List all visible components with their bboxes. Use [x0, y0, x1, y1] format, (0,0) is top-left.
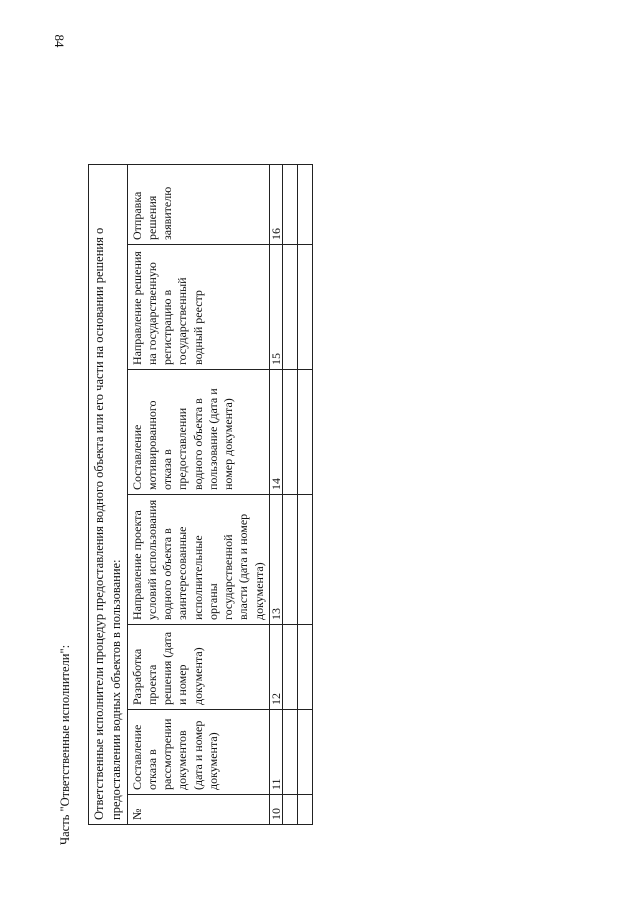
empty-cell	[297, 245, 312, 370]
table-caption: Ответственные исполнители процедур предоставления водного объекта или его части на основании решения о предоставлении водных объектов в пользование:	[89, 164, 128, 824]
part-title: Часть "Ответственные исполнители":	[58, 644, 72, 845]
empty-cell	[282, 795, 297, 825]
column-number: 12	[269, 625, 282, 710]
column-number-row	[269, 164, 282, 824]
table-row-empty	[297, 164, 312, 824]
empty-cell	[297, 495, 312, 625]
empty-cell	[282, 625, 297, 710]
empty-cell	[282, 164, 297, 244]
column-number: 15	[269, 245, 282, 370]
empty-cell	[297, 795, 312, 825]
empty-cell	[282, 495, 297, 625]
column-number: 16	[269, 164, 282, 244]
column-number: 14	[269, 370, 282, 495]
column-number: 10	[269, 795, 282, 825]
table-caption-row	[89, 164, 128, 824]
page-number: 84	[52, 34, 67, 48]
empty-cell	[282, 710, 297, 795]
empty-cell	[297, 710, 312, 795]
empty-cell	[282, 370, 297, 495]
header-cell-state-registration: Направление решения на государственную регистрацию в государственный водный реестр	[127, 245, 269, 370]
header-cell-send-to-applicant: Отправка решения заявителю	[127, 164, 269, 244]
empty-cell	[297, 164, 312, 244]
empty-cell	[282, 245, 297, 370]
executors-table	[88, 164, 313, 825]
header-cell-motivated-refusal: Составление мотивированного отказа в предоставлении водного объекта в пользование (дата и номер документа)	[127, 370, 269, 495]
column-number: 11	[269, 710, 282, 795]
header-cell-send-draft-conditions: Направление проекта условий использования водного объекта в заинтересованные исполнительные органы государственной власти (дата и номер документа)	[127, 495, 269, 625]
table-header-row	[127, 164, 269, 824]
header-cell-draft-decision: Разработка проекта решения (дата и номер документа)	[127, 625, 269, 710]
empty-cell	[297, 370, 312, 495]
header-cell-refusal-consideration: Составление отказа в рассмотрении документов (дата и номер документа)	[127, 710, 269, 795]
rotated-content	[58, 165, 318, 845]
empty-cell	[297, 625, 312, 710]
table-row-empty	[282, 164, 297, 824]
header-cell-number: №	[127, 795, 269, 825]
column-number: 13	[269, 495, 282, 625]
